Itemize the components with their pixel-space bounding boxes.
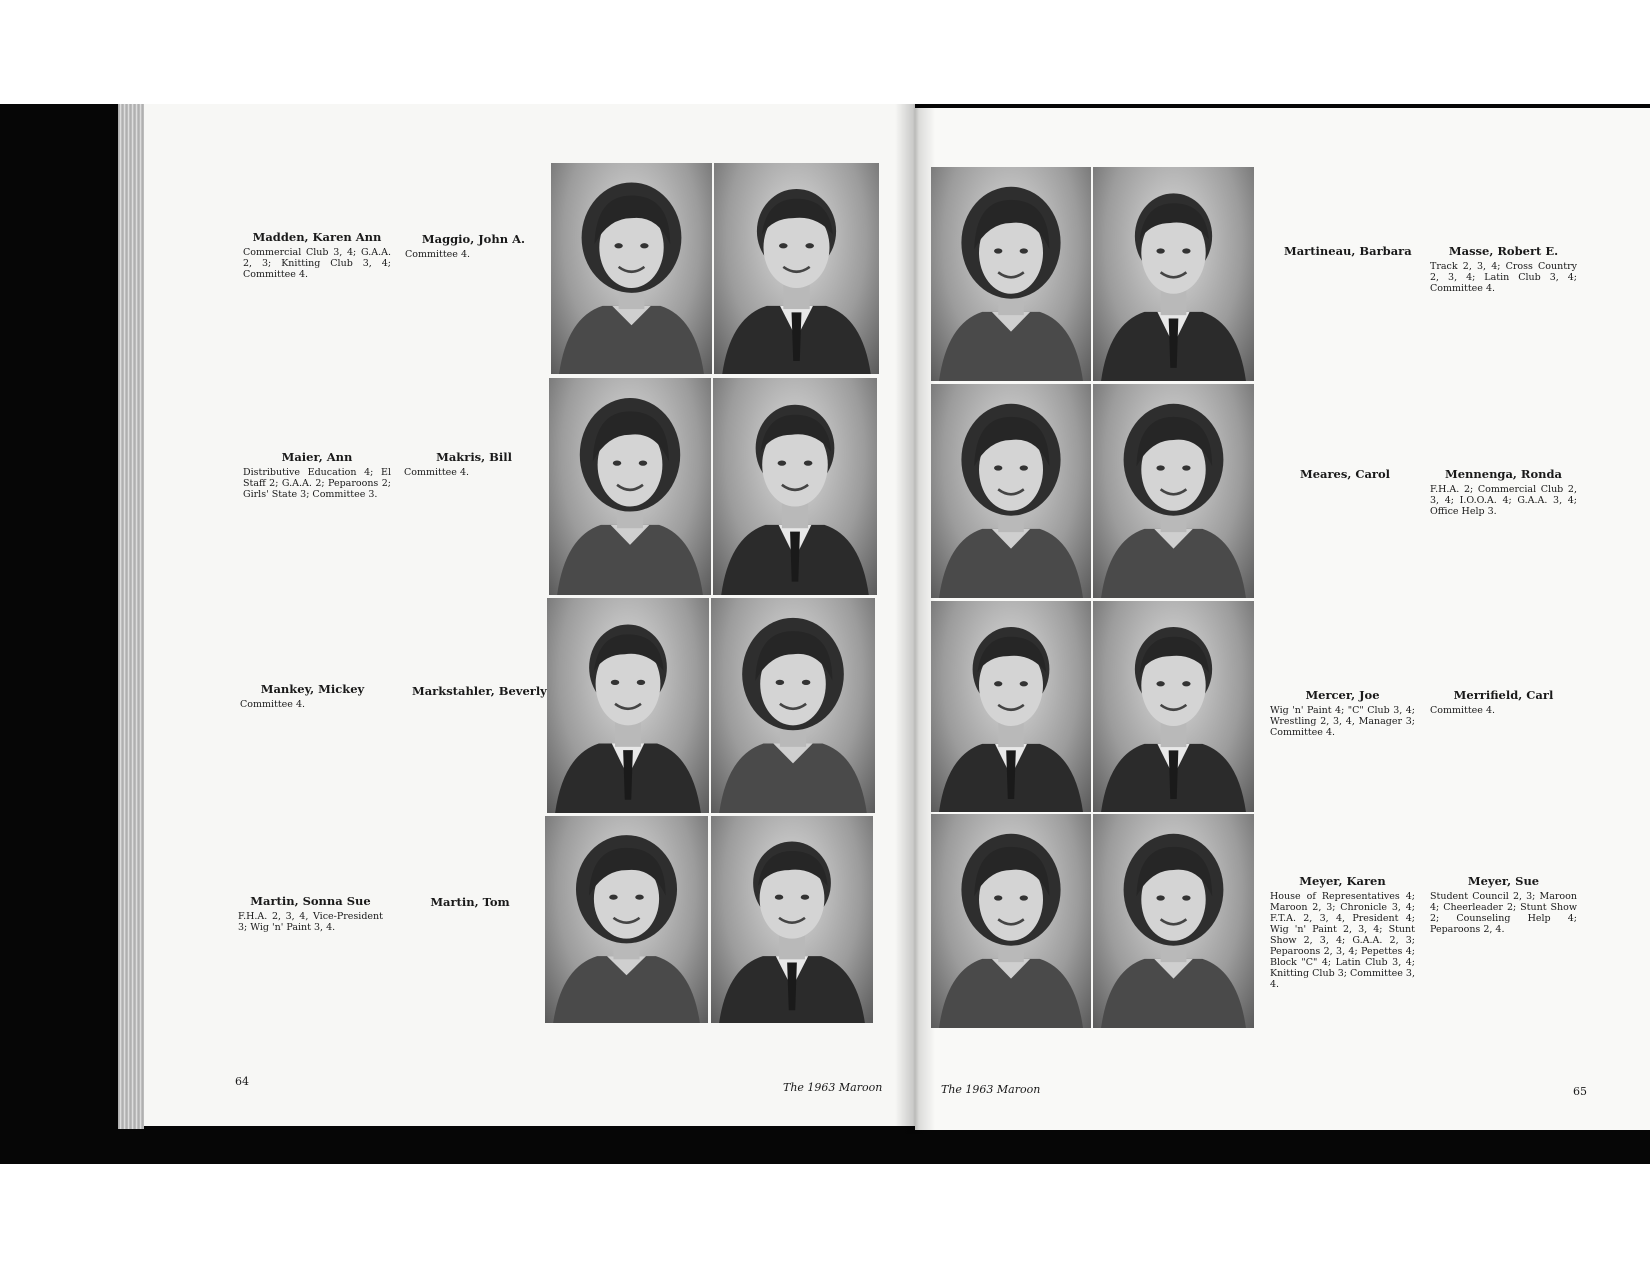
portrait-masse-robert (1093, 167, 1254, 381)
portrait-martin-tom (711, 816, 873, 1023)
portrait-makris-bill (713, 378, 877, 595)
portrait-figure (711, 598, 875, 813)
portrait-figure (931, 814, 1091, 1028)
entry-mennenga-ronda (1430, 469, 1577, 517)
student-activities: F.H.A. 2; Commercial Club 2, 3, 4; I.O.O.A. 4; G.A.A. 3, 4; Office Help 3. (1430, 484, 1577, 517)
student-activities: Track 2, 3, 4; Cross Country 2, 3, 4; Latin Club 3, 4; Committee 4. (1430, 261, 1577, 294)
portrait-mercer-joe (931, 601, 1091, 812)
entry-maggio-john (405, 234, 525, 260)
portrait-figure (1093, 384, 1254, 598)
portrait-meyer-sue (1093, 814, 1254, 1028)
student-name: Meyer, Karen (1299, 874, 1386, 888)
student-activities: Committee 4. (404, 467, 470, 478)
book-gutter (895, 104, 935, 1134)
page-number-left: 64 (235, 1075, 249, 1088)
student-name: Masse, Robert E. (1448, 244, 1559, 258)
portrait-figure (931, 601, 1091, 812)
portrait-figure (713, 378, 877, 595)
student-name: Meyer, Sue (1467, 874, 1540, 888)
student-activities: F.H.A. 2, 3, 4, Vice-President 3; Wig 'n' Paint 3, 4. (238, 911, 383, 933)
student-name: Makris, Bill (436, 450, 512, 464)
portrait-figure (714, 163, 879, 374)
portrait-figure (711, 816, 873, 1023)
portrait-meares-carol (931, 384, 1091, 598)
student-activities: Student Council 2, 3; Maroon 4; Cheerleader 2; Stunt Show 2; Counseling Help 4; Peparoons 2, 4. (1430, 891, 1577, 935)
student-name: Mercer, Joe (1305, 688, 1380, 702)
student-activities: Commercial Club 3, 4; G.A.A. 2, 3; Knitting Club 3, 4; Committee 4. (243, 247, 391, 280)
portrait-madden-karen-ann (551, 163, 712, 374)
portrait-figure (551, 163, 712, 374)
portrait-mankey-mickey (547, 598, 709, 813)
student-activities: House of Representatives 4; Maroon 2, 3; Chronicle 3, 4; F.T.A. 2, 3, 4, President 4; Wig 'n' Paint 2, 3, 4; Stunt Show 2, 3, 4; G.A.A. 2, 3; Peparoons 2, 3, 4; Pepettes 4; Block "C" 4; Latin Club 3, 4; Knitting Club 3; Committee 3, 4. (1270, 891, 1415, 990)
entry-meyer-karen (1270, 876, 1415, 990)
footer-title-left: The 1963 Maroon (783, 1081, 883, 1094)
entry-meyer-sue (1430, 876, 1577, 935)
student-name: Mennenga, Ronda (1444, 467, 1563, 481)
portrait-markstahler-beverly (711, 598, 875, 813)
student-activities: Distributive Education 4; El Staff 2; G.A.A. 2; Peparoons 2; Girls' State 3; Committee 3. (243, 467, 391, 500)
entry-meares-carol (1290, 469, 1400, 484)
student-activities: Wig 'n' Paint 4; "C" Club 3, 4; Wrestling 2, 3, 4, Manager 3; Committee 4. (1270, 705, 1415, 738)
portrait-meyer-karen (931, 814, 1091, 1028)
entry-martin-tom (430, 897, 510, 912)
portrait-mennenga-ronda (1093, 384, 1254, 598)
student-name: Martin, Tom (430, 895, 510, 909)
entry-markstahler-beverly (412, 684, 547, 701)
portrait-maier-ann (549, 378, 711, 595)
student-name: Maier, Ann (281, 450, 353, 464)
student-activities: Committee 4. (240, 699, 306, 710)
student-name: Merrifield, Carl (1453, 688, 1554, 702)
student-name: Martin, Sonna Sue (250, 894, 371, 908)
entry-mercer-joe (1270, 690, 1415, 738)
student-name: Madden, Karen Ann (252, 230, 382, 244)
portrait-maggio-john (714, 163, 879, 374)
student-activities: Committee 4. (1430, 705, 1496, 716)
page-number-right: 65 (1573, 1085, 1587, 1098)
entry-mankey-mickey (240, 684, 385, 710)
student-name: Mankey, Mickey (260, 682, 365, 696)
student-name: Maggio, John A. (421, 232, 525, 246)
entry-martin-sonna-sue (238, 896, 383, 933)
portrait-figure (549, 378, 711, 595)
student-activities: Committee 4. (405, 249, 471, 260)
portrait-figure (931, 167, 1091, 381)
portrait-figure (547, 598, 709, 813)
entry-merrifield-carl (1430, 690, 1577, 716)
portrait-figure (545, 816, 708, 1023)
entry-martineau-barbara (1284, 244, 1412, 261)
portrait-figure (931, 384, 1091, 598)
entry-maier-ann (243, 452, 391, 500)
footer-title-right: The 1963 Maroon (941, 1083, 1041, 1096)
portrait-figure (1093, 167, 1254, 381)
portrait-martin-sonna-sue (545, 816, 708, 1023)
student-name: Markstahler, Beverly (412, 684, 547, 698)
portrait-martineau-barbara (931, 167, 1091, 381)
entry-madden-karen-ann (243, 232, 391, 280)
page-edge-stack (118, 104, 144, 1129)
student-name: Meares, Carol (1299, 467, 1391, 481)
portrait-figure (1093, 601, 1254, 812)
portrait-figure (1093, 814, 1254, 1028)
entry-makris-bill (404, 452, 512, 478)
portrait-merrifield-carl (1093, 601, 1254, 812)
entry-masse-robert (1430, 246, 1577, 294)
student-name: Martineau, Barbara (1284, 244, 1412, 258)
